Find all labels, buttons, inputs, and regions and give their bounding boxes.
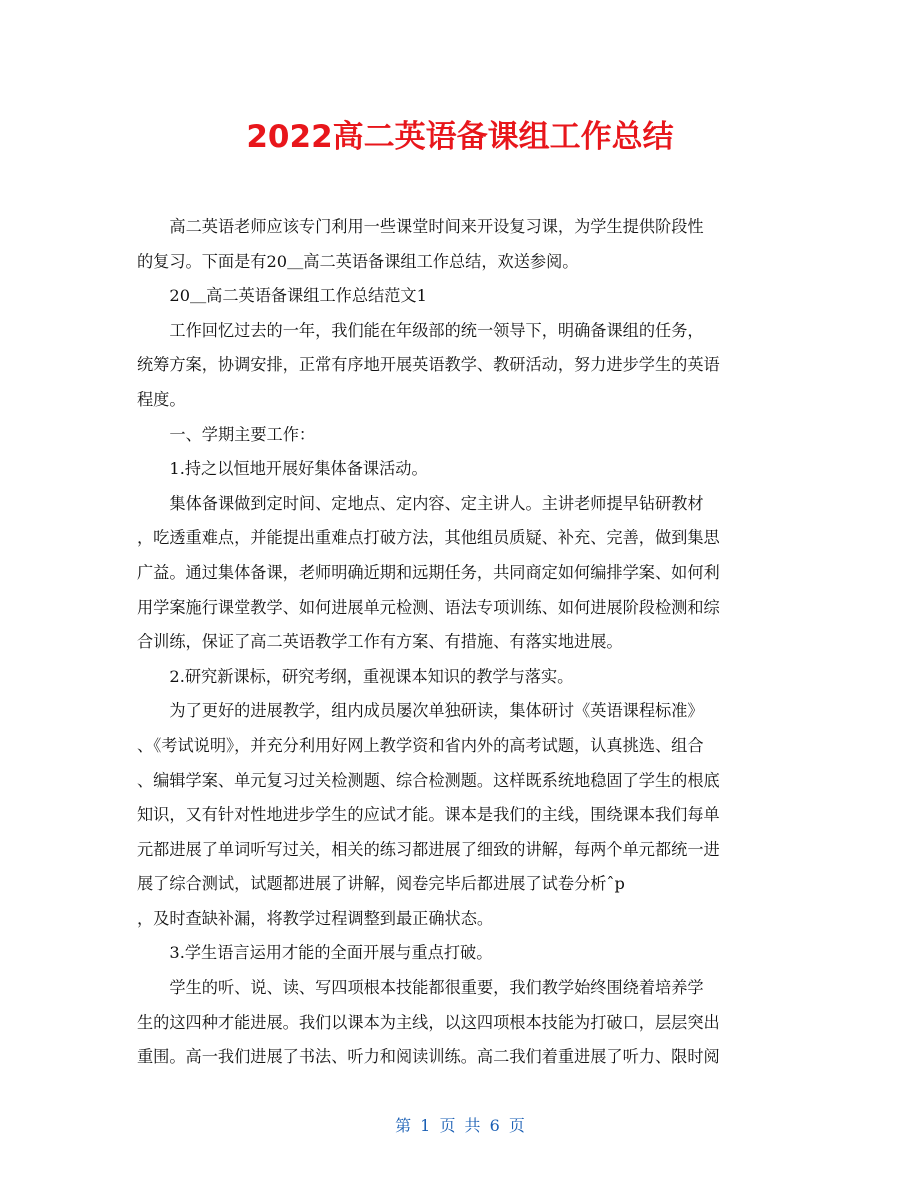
- paragraph: [137, 210, 789, 279]
- text-line: 广益。通过集体备课，老师明确近期和远期任务，共同商定如何编排学案、如何利: [137, 562, 720, 582]
- page-footer: 第 1 页 共 6 页: [395, 1116, 525, 1135]
- paragraph: [137, 660, 789, 695]
- text-line: 学生的听、说、读、写四项根本技能都很重要，我们教学始终围绕着培养学: [169, 978, 704, 998]
- text-line: 重围。高一我们进展了书法、听力和阅读训练。高二我们着重进展了听力、限时阅: [137, 1047, 720, 1067]
- paragraph: [137, 694, 789, 936]
- text-line: 高二英语老师应该专门利用一些课堂时间来开设复习课，为学生提供阶段性: [169, 217, 704, 236]
- paragraph: [137, 279, 789, 314]
- text-line: ，吃透重难点，并能提出重难点打破方法，其他组员质疑、补充、完善，做到集思: [137, 528, 720, 548]
- text-line: 生的这四种才能进展。我们以课本为主线，以这四项根本技能为打破口，层层突出: [137, 1012, 720, 1032]
- text-line: 20＿高二英语备课组工作总结范文1: [169, 286, 427, 306]
- text-line: 集体备课做到定时间、定地点、定内容、定主讲人。主讲老师提早钻研教材: [169, 493, 704, 513]
- text-line: 、《考试说明》，并充分利用好网上教学资和省内外的高考试题，认真挑选、组合: [137, 735, 704, 755]
- paragraph: [137, 452, 789, 487]
- text-line: 用学案施行课堂教学、如何进展单元检测、语法专项训练、如何进展阶段检测和综: [137, 597, 720, 617]
- paragraph: [137, 487, 789, 660]
- text-line: 元都进展了单词听写过关，相关的练习都进展了细致的讲解，每两个单元都统一进: [137, 839, 720, 859]
- text-line: 一、学期主要工作：: [169, 424, 316, 444]
- text-line: 、编辑学案、单元复习过关检测题、综合检测题。这样既系统地稳固了学生的根底: [137, 770, 720, 790]
- paragraph: [137, 418, 789, 453]
- text-line: ，及时查缺补漏，将教学过程调整到最正确状态。: [137, 908, 494, 928]
- text-line: 2.研究新课标，研究考纲，重视课本知识的教学与落实。: [169, 666, 574, 686]
- text-line: 的复习。下面是有20＿高二英语备课组工作总结，欢送参阅。: [137, 251, 579, 271]
- text-line: 3.学生语言运用才能的全面开展与重点打破。: [169, 943, 493, 963]
- text-line: 工作回忆过去的一年，我们能在年级部的统一领导下，明确备课组的任务，: [169, 320, 704, 340]
- document-body: [137, 210, 789, 1075]
- document-title: 2022高二英语备课组工作总结: [246, 119, 674, 155]
- text-line: 1.持之以恒地开展好集体备课活动。: [169, 459, 428, 479]
- text-line: 程度。: [137, 389, 186, 409]
- text-line: 知识，又有针对性地进步学生的应试才能。课本是我们的主线，围绕课本我们每单: [137, 805, 720, 825]
- text-line: 合训练，保证了高二英语教学工作有方案、有措施、有落实地进展。: [137, 632, 623, 652]
- text-line: 为了更好的进展教学，组内成员屡次单独研读，集体研讨《英语课程标准》: [169, 701, 704, 721]
- paragraph: [137, 314, 789, 418]
- paragraph: [137, 971, 789, 1075]
- text-line: 统筹方案，协调安排，正常有序地开展英语教学、教研活动，努力进步学生的英语: [137, 355, 720, 375]
- paragraph: [137, 936, 789, 971]
- text-line: 展了综合测试，试题都进展了讲解，阅卷完毕后都进展了试卷分析ˆp: [137, 874, 625, 894]
